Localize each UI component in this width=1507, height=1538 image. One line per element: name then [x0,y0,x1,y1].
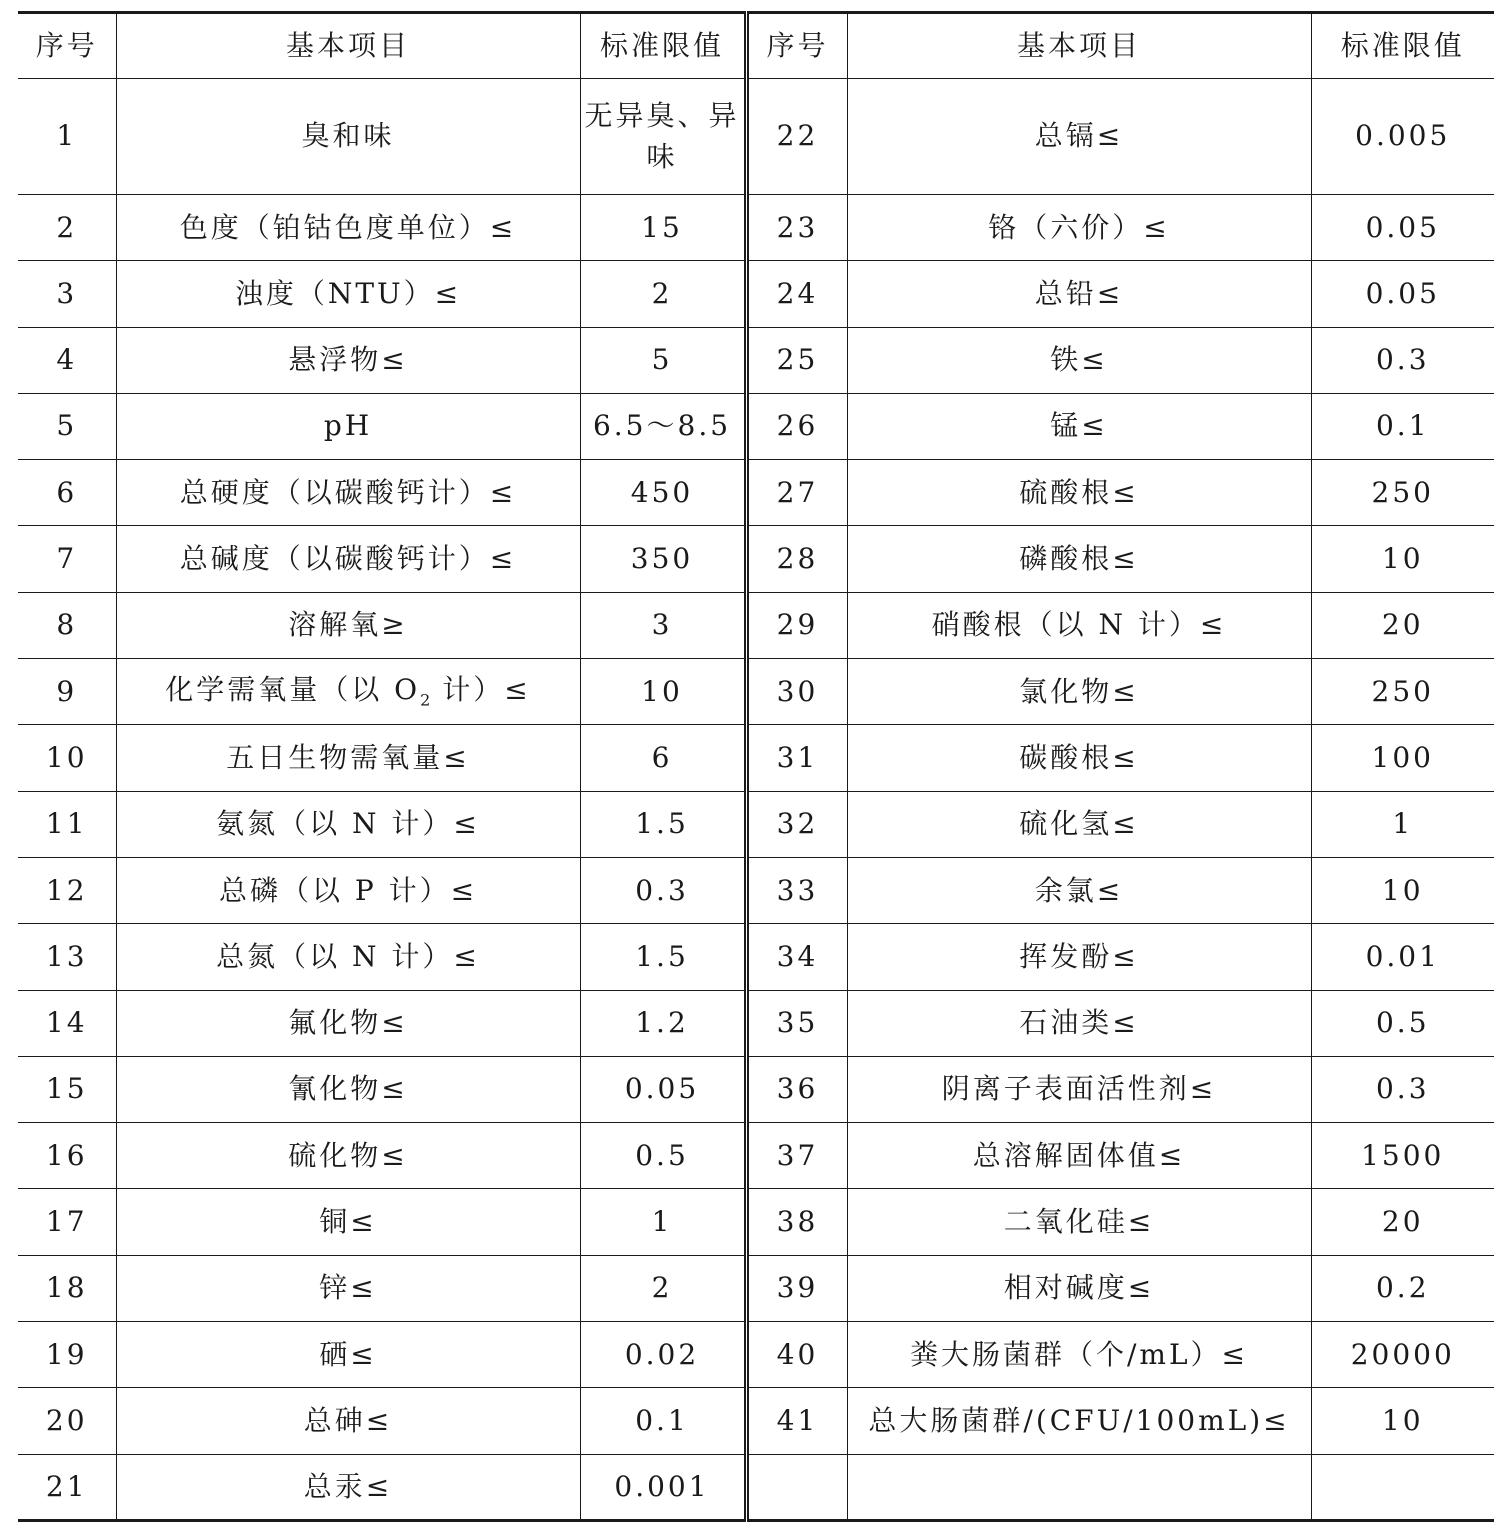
left-seq-cell: 9 [18,659,116,725]
left-item-cell: 臭和味 [116,79,580,195]
left-item-cell [116,659,580,725]
table-row [18,1123,1494,1189]
left-item-cell: 溶解氧≥ [116,592,580,658]
right-limit-cell: 10 [1311,1388,1494,1454]
left-item-cell: 悬浮物≤ [116,327,580,393]
right-seq-cell [746,1454,847,1520]
right-seq-cell: 40 [746,1322,847,1388]
right-limit-cell: 10 [1311,857,1494,923]
table-row [18,1322,1494,1388]
right-seq-cell: 39 [746,1255,847,1321]
left-item-cell: 色度（铂钴色度单位）≤ [116,195,580,261]
header-limit-left: 标准限值 [580,13,746,79]
table-row [18,791,1494,857]
table-row [18,659,1494,725]
right-seq-cell: 27 [746,460,847,526]
left-seq-cell: 14 [18,990,116,1056]
left-limit-cell: 2 [580,1255,746,1321]
left-limit-cell: 0.02 [580,1322,746,1388]
right-item-cell: 总铅≤ [847,261,1311,327]
table-row [18,1056,1494,1122]
right-item-cell: 总大肠菌群/(CFU/100mL)≤ [847,1388,1311,1454]
right-limit-cell: 10 [1311,526,1494,592]
right-limit-cell: 250 [1311,659,1494,725]
left-item-cell: 总氮（以 N 计）≤ [116,924,580,990]
water-quality-table-container [18,11,1494,1522]
left-item-cell: 硫化物≤ [116,1123,580,1189]
right-seq-cell: 25 [746,327,847,393]
right-limit-cell: 0.1 [1311,393,1494,459]
left-seq-cell: 13 [18,924,116,990]
right-limit-cell: 0.05 [1311,261,1494,327]
left-item-cell: 氟化物≤ [116,990,580,1056]
right-seq-cell: 36 [746,1056,847,1122]
left-limit-cell: 10 [580,659,746,725]
right-item-cell: 硫化氢≤ [847,791,1311,857]
right-item-cell [847,1454,1311,1520]
table-header-row [18,13,1494,79]
left-item-cell: 五日生物需氧量≤ [116,725,580,791]
right-limit-cell: 0.01 [1311,924,1494,990]
table-row [18,924,1494,990]
left-limit-cell: 2 [580,261,746,327]
right-seq-cell: 30 [746,659,847,725]
left-limit-cell: 350 [580,526,746,592]
left-item-cell: 铜≤ [116,1189,580,1255]
right-seq-cell: 31 [746,725,847,791]
right-seq-cell: 23 [746,195,847,261]
left-item-cell: pH [116,393,580,459]
table-row [18,990,1494,1056]
left-item-cell: 总砷≤ [116,1388,580,1454]
left-item-cell: 总磷（以 P 计）≤ [116,857,580,923]
left-seq-cell: 6 [18,460,116,526]
header-item-left: 基本项目 [116,13,580,79]
right-seq-cell: 24 [746,261,847,327]
left-limit-cell: 0.1 [580,1388,746,1454]
header-item-right: 基本项目 [847,13,1311,79]
left-limit-cell: 1 [580,1189,746,1255]
table-row [18,526,1494,592]
left-limit-cell: 3 [580,592,746,658]
right-limit-cell: 0.5 [1311,990,1494,1056]
left-item-cell: 浊度（NTU）≤ [116,261,580,327]
right-item-cell: 挥发酚≤ [847,924,1311,990]
left-seq-cell: 10 [18,725,116,791]
table-row [18,1454,1494,1520]
right-limit-cell [1311,1454,1494,1520]
item-text-part: 计）≤ [430,672,531,706]
item-text-part: 化学需氧量（以 O [165,672,421,706]
table-row [18,725,1494,791]
right-item-cell: 阴离子表面活性剂≤ [847,1056,1311,1122]
left-seq-cell: 4 [18,327,116,393]
left-seq-cell: 5 [18,393,116,459]
header-seq-left: 序号 [18,13,116,79]
left-item-cell: 总硬度（以碳酸钙计）≤ [116,460,580,526]
left-item-cell: 氰化物≤ [116,1056,580,1122]
right-seq-cell: 26 [746,393,847,459]
right-item-cell: 相对碱度≤ [847,1255,1311,1321]
right-seq-cell: 38 [746,1189,847,1255]
left-seq-cell: 2 [18,195,116,261]
right-item-cell: 余氯≤ [847,857,1311,923]
table-row [18,261,1494,327]
right-limit-cell: 0.3 [1311,1056,1494,1122]
header-seq-right: 序号 [746,13,847,79]
left-seq-cell: 21 [18,1454,116,1520]
left-item-cell: 氨氮（以 N 计）≤ [116,791,580,857]
right-seq-cell: 35 [746,990,847,1056]
right-seq-cell: 22 [746,79,847,195]
left-seq-cell: 20 [18,1388,116,1454]
right-item-cell: 粪大肠菌群（个/mL）≤ [847,1322,1311,1388]
table-row [18,1189,1494,1255]
left-seq-cell: 1 [18,79,116,195]
right-limit-cell: 1500 [1311,1123,1494,1189]
left-limit-cell: 0.5 [580,1123,746,1189]
table-row [18,195,1494,261]
header-limit-right: 标准限值 [1311,13,1494,79]
left-limit-cell: 450 [580,460,746,526]
table-row [18,393,1494,459]
left-limit-cell: 1.5 [580,791,746,857]
right-item-cell: 磷酸根≤ [847,526,1311,592]
right-limit-cell: 20000 [1311,1322,1494,1388]
right-limit-cell: 250 [1311,460,1494,526]
left-limit-cell: 无异臭、异味 [580,79,746,195]
left-seq-cell: 19 [18,1322,116,1388]
right-item-cell: 石油类≤ [847,990,1311,1056]
right-item-cell: 总溶解固体值≤ [847,1123,1311,1189]
right-seq-cell: 41 [746,1388,847,1454]
right-seq-cell: 34 [746,924,847,990]
right-item-cell: 二氧化硅≤ [847,1189,1311,1255]
left-seq-cell: 18 [18,1255,116,1321]
left-limit-cell: 5 [580,327,746,393]
table-row [18,79,1494,195]
table-row [18,592,1494,658]
right-limit-cell: 20 [1311,1189,1494,1255]
left-seq-cell: 16 [18,1123,116,1189]
table-row [18,857,1494,923]
table-body [18,79,1494,1521]
subscript-text: 2 [420,690,431,710]
right-seq-cell: 37 [746,1123,847,1189]
left-seq-cell: 15 [18,1056,116,1122]
right-seq-cell: 28 [746,526,847,592]
water-quality-standard-table [18,11,1494,1522]
left-limit-cell: 0.05 [580,1056,746,1122]
right-limit-cell: 100 [1311,725,1494,791]
left-seq-cell: 3 [18,261,116,327]
right-seq-cell: 33 [746,857,847,923]
right-limit-cell: 0.2 [1311,1255,1494,1321]
left-seq-cell: 8 [18,592,116,658]
left-item-cell: 总碱度（以碳酸钙计）≤ [116,526,580,592]
table-row [18,1255,1494,1321]
right-item-cell: 氯化物≤ [847,659,1311,725]
right-item-cell: 硝酸根（以 N 计）≤ [847,592,1311,658]
right-item-cell: 碳酸根≤ [847,725,1311,791]
left-seq-cell: 11 [18,791,116,857]
left-limit-cell: 15 [580,195,746,261]
right-limit-cell: 20 [1311,592,1494,658]
right-limit-cell: 0.3 [1311,327,1494,393]
right-limit-cell: 0.05 [1311,195,1494,261]
left-seq-cell: 17 [18,1189,116,1255]
right-item-cell: 锰≤ [847,393,1311,459]
left-limit-cell: 6 [580,725,746,791]
left-limit-cell: 6.5～8.5 [580,393,746,459]
left-seq-cell: 12 [18,857,116,923]
right-limit-cell: 0.005 [1311,79,1494,195]
left-seq-cell: 7 [18,526,116,592]
table-row [18,1388,1494,1454]
left-limit-cell: 1.5 [580,924,746,990]
right-limit-cell: 1 [1311,791,1494,857]
left-item-cell: 锌≤ [116,1255,580,1321]
left-limit-cell: 1.2 [580,990,746,1056]
right-seq-cell: 29 [746,592,847,658]
left-item-cell: 硒≤ [116,1322,580,1388]
right-item-cell: 总镉≤ [847,79,1311,195]
right-item-cell: 铬（六价）≤ [847,195,1311,261]
left-item-cell: 总汞≤ [116,1454,580,1520]
right-item-cell: 硫酸根≤ [847,460,1311,526]
right-item-cell: 铁≤ [847,327,1311,393]
left-limit-cell: 0.3 [580,857,746,923]
table-row [18,327,1494,393]
left-limit-cell: 0.001 [580,1454,746,1520]
right-seq-cell: 32 [746,791,847,857]
table-row [18,460,1494,526]
